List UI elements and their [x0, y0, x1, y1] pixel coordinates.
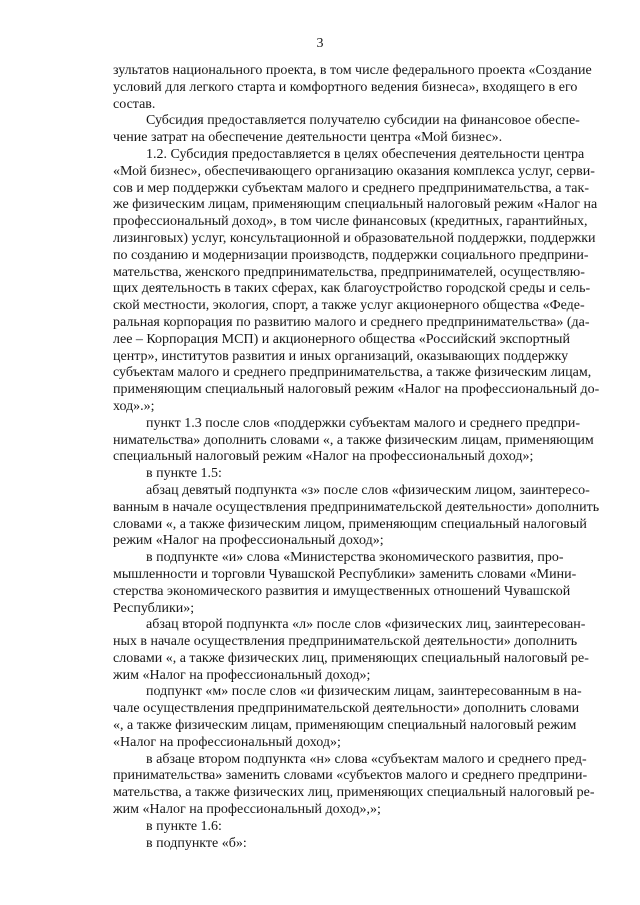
text-line: чение затрат на обеспечение деятельности центра «Мой бизнес».: [113, 130, 503, 146]
text-line: по созданию и модернизации производств, поддержки социального предприни-: [113, 247, 589, 263]
text-line: чале осуществления предпринимательской деятельности» дополнить словами: [113, 701, 580, 717]
text-line: нимательства» дополнить словами «, а также физическим лицам, применяющим: [113, 432, 594, 448]
text-line: зультатов национального проекта, в том числе федерального проекта «Создание: [113, 63, 592, 78]
text-line: пункт 1.3 после слов «поддержки субъектам малого и среднего предпри-: [146, 415, 581, 431]
text-line: специальный налоговый режим «Налог на профессиональный доход»;: [113, 449, 534, 465]
text-line: подпункт «м» после слов «и физическим лицам, заинтересованным в на-: [146, 684, 582, 700]
text-line: словами «, а также физическим лицом, применяющим специальный налоговый: [113, 516, 587, 532]
text-line: ральная корпорация по развитию малого и среднего предпринимательства» (да-: [113, 314, 590, 330]
text-line: 1.2. Субсидия предоставляется в целях обеспечения деятельности центра: [146, 146, 585, 162]
text-line: лее – Корпорация МСП) и акционерного общества «Российский экспортный: [113, 331, 570, 347]
text-line: лизинговых) услуг, консультационной и образовательной поддержки, поддержки: [113, 230, 596, 246]
text-line: центр», институтов развития и иных организаций, оказывающих поддержку: [113, 348, 569, 364]
page-number: 3: [316, 36, 324, 51]
text-line: принимательства» заменить словами «субъектов малого и среднего предприни-: [113, 768, 588, 784]
text-line: в пункте 1.6:: [146, 818, 222, 834]
text-line: профессиональный доход», в том числе финансовых (кредитных, гарантийных,: [113, 214, 588, 230]
text-line: «Мой бизнес», обеспечивающего организацию оказания комплекса услуг, серви-: [113, 163, 595, 179]
text-line: стерства экономического развития и имущественных отношений Чувашской: [113, 583, 571, 599]
text-line: мательства, а также физических лиц, применяющих специальный налоговый ре-: [113, 785, 595, 801]
text-line: жим «Налог на профессиональный доход»;: [113, 667, 371, 683]
text-line: режим «Налог на профессиональный доход»;: [113, 533, 384, 549]
text-line: мательства, женского предпринимательства, предпринимателей, осуществляю-: [113, 264, 585, 280]
text-line: в абзаце втором подпункта «н» слова «субъектам малого и среднего пред-: [146, 751, 587, 767]
text-line: в подпункте «и» слова «Министерства экономического развития, про-: [146, 550, 564, 566]
text-line: абзац девятый подпункта «з» после слов «физическим лицом, заинтересо-: [146, 482, 590, 498]
text-line: состав.: [113, 96, 156, 112]
text-line: «Налог на профессиональный доход»;: [113, 734, 341, 750]
text-line: ванным в начале осуществления предпринимательской деятельности» дополнить: [113, 499, 600, 515]
text-line: абзац второй подпункта «л» после слов «физических лиц, заинтересован-: [146, 617, 586, 633]
text-line: применяющим специальный налоговый режим «Налог на профессиональный до-: [113, 382, 600, 398]
text-line: мышленности и торговли Чувашской Республики» заменить словами «Мини-: [113, 566, 577, 582]
text-line: сов и мер поддержки субъектам малого и среднего предпринимательства, а так-: [113, 180, 589, 196]
text-line: щих деятельность в таких сферах, как благоустройство городской среды и сель-: [113, 281, 591, 297]
text-line: же физическим лицам, применяющим специальный налоговый режим «Налог на: [113, 197, 598, 213]
text-line: словами «, а также физических лиц, применяющих специальный налоговый ре-: [113, 650, 589, 666]
text-line: жим «Налог на профессиональный доход»,»;: [113, 802, 381, 818]
text-line: Республики»;: [113, 600, 195, 616]
text-line: условий для легкого старта и комфортного ведения бизнеса», входящего в его: [113, 79, 578, 95]
text-line: ных в начале осуществления предпринимательской деятельности» дополнить: [113, 634, 578, 650]
text-line: «, а также физическим лицам, применяющим специальный налоговый режим: [113, 718, 577, 734]
document-body: [113, 63, 600, 852]
text-line: ход».»;: [113, 398, 155, 414]
text-line: Субсидия предоставляется получателю субсидии на финансовое обеспе-: [146, 113, 580, 129]
text-line: субъектам малого и среднего предпринимательства, а также физическим лицам,: [113, 365, 592, 381]
text-line: ской местности, экология, спорт, а также услуг акционерного общества «Феде-: [113, 298, 585, 314]
text-line: в пункте 1.5:: [146, 466, 222, 482]
text-line: в подпункте «б»:: [146, 835, 247, 851]
